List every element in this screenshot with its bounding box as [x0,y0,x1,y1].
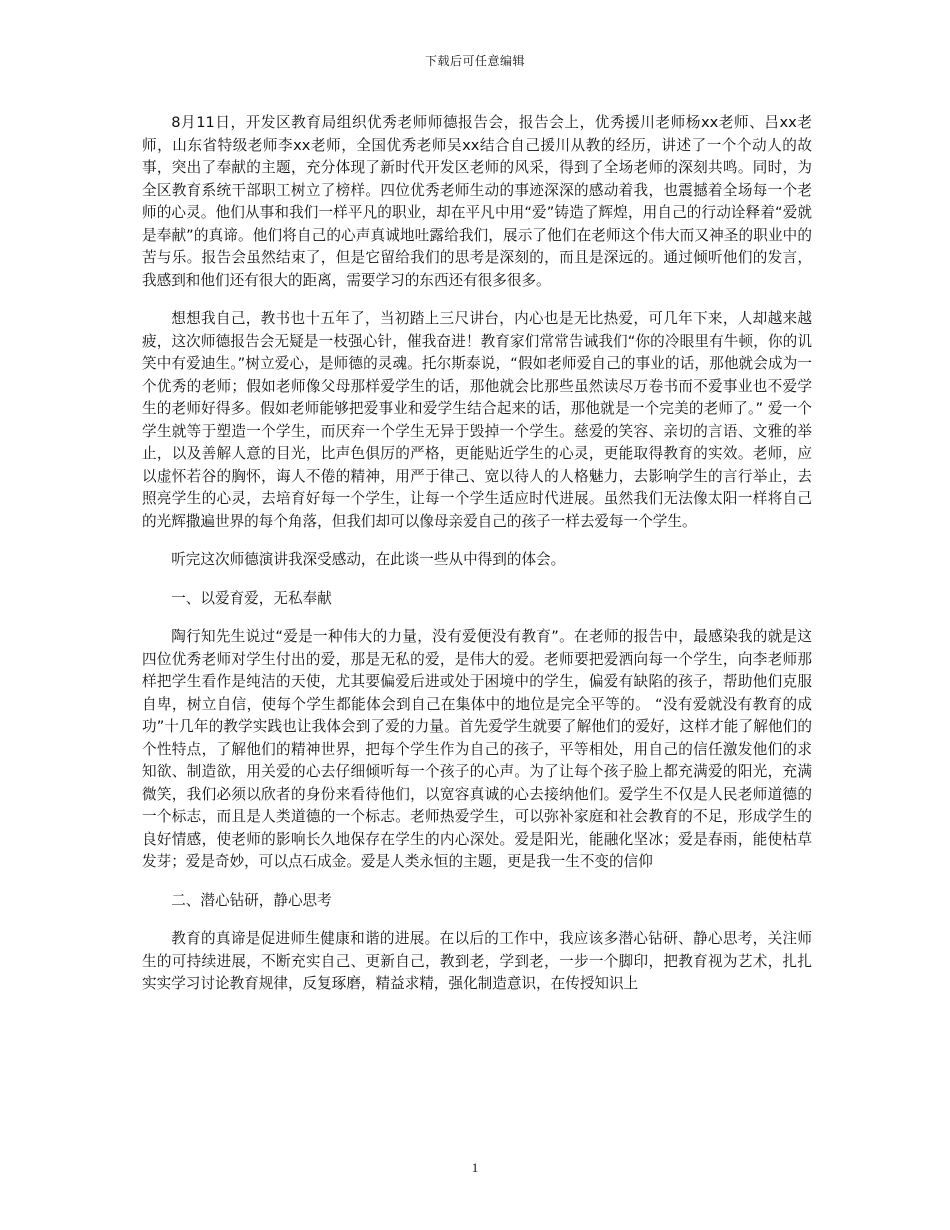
section-heading-study: 二、潜心钻研，静心思考 [171,891,332,909]
paragraph-self-reflection: 想想我自己，教书也十五年了，当初踏上三尺讲台，内心也是无比热爱，可几年下来，人却越来越疲，这次师德报告会无疑是一枝强心针，催我奋进！教育家们常常告诫我们“你的冷眼里有牛顿，你的讥笑中有爱迪生。”树立爱心，是师德的灵魂。托尔斯泰说，“假如老师爱自己的事业的话，那他就会成为一个优秀的老师；假如老师像父母那样爱学生的话，那他就会比那些虽然读尽万卷书而不爱事业也不爱学生的老师好得多。假如老师能够把爱事业和爱学生结合起来的话，那他就是一个完美的老师了。” 爱一个学生就等于塑造一个学生，而厌弃一个学生无异于毁掉一个学生。慈爱的笑容、亲切的言语、文雅的举止，以及善解人意的目光，比声色俱厉的严格，更能贴近学生的心灵，更能取得教育的实效。老师，应以虚怀若谷的胸怀，诲人不倦的精神，用严于律己、宽以待人的人格魅力，去影响学生的言行举止，去照亮学生的心灵，去培育好每一个学生，让每一个学生适应时代进展。虽然我们无法像太阳一样将自己的光辉撒遍世界的每个角落，但我们却可以像母亲爱自己的孩子一样去爱每一个学生。 [142,310,812,530]
paragraph-study-reflection: 教育的真谛是促进师生健康和谐的进展。在以后的工作中，我应该多潜心钻研、静心思考，关注师生的可持续进展，不断充实自己、更新自己，教到老，学到老，一步一个脚印，把教育视为艺术，扎扎实实学习讨论教育规律，反复琢磨，精益求精，强化制造意识，在传授知识上 [142,930,812,992]
page-number: 1 [471,1160,479,1175]
page-header: 下载后可任意编辑 [424,54,525,68]
paragraph-intro-takeaways: 听完这次师德演讲我深受感动，在此谈一些从中得到的体会。 [171,551,566,568]
section-heading-love: 一、以爱育爱，无私奉献 [171,589,332,607]
document-body [142,112,812,1012]
paragraph-report-summary: 8月11日，开发区教育局组织优秀老师师德报告会，报告会上，优秀援川老师杨xx老师、吕xx老师，山东省特级老师李xx老师，全国优秀老师吴xx结合自己援川从教的经历，讲述了一个个动人的故事，突出了奉献的主题，充分体现了新时代开发区老师的风采，得到了全场老师的深刻共鸣。同时，为全区教育系统干部职工树立了榜样。四位优秀老师生动的事迹深深的感动着我，也震撼着全场每一个老师的心灵。他们从事和我们一样平凡的职业，却在平凡中用“爱”铸造了辉煌，用自己的行动诠释着“爱就是奉献”的真谛。他们将自己的心声真诚地吐露给我们，展示了他们在老师这个伟大而又神圣的职业中的苦与乐。报告会虽然结束了，但是它留给我们的思考是深刻的，而且是深远的。通过倾听他们的发言，我感到和他们还有很大的距离，需要学习的东西还有很多很多。 [142,114,812,289]
paragraph-love-education: 陶行知先生说过“爱是一种伟大的力量，没有爱便没有教育”。在老师的报告中，最感染我的就是这四位优秀老师对学生付出的爱，那是无私的爱，是伟大的爱。老师要把爱洒向每一个学生，向李老师那样把学生看作是纯洁的天使，尤其要偏爱后进或处于困境中的学生，偏爱有缺陷的孩子，帮助他们克服自卑，树立自信，使每个学生都能体会到自己在集体中的地位是完全平等的。 “没有爱就没有教育的成功”十几年的教学实践也让我体会到了爱的力量。首先爱学生就要了解他们的爱好，这样才能了解他们的个性特点，了解他们的精神世界，把每个学生作为自己的孩子，平等相处，用自己的信任激发他们的求知欲、制造欲，用关爱的心去仔细倾听每一个孩子的心声。为了让每个孩子脸上都充满爱的阳光，充满微笑，我们必须以欣者的身份来看待他们，以宽容真诚的心去接纳他们。爱学生不仅是人民老师道德的一个标志，而且是人类道德的一个标志。老师热爱学生，可以弥补家庭和社会教育的不足，形成学生的良好情感，使老师的影响长久地保存在学生的内心深处。爱是阳光，能融化坚冰；爱是春雨，能使枯草发芽；爱是奇妙，可以点石成金。爱是人类永恒的主题，更是我一生不变的信仰 [142,628,812,870]
